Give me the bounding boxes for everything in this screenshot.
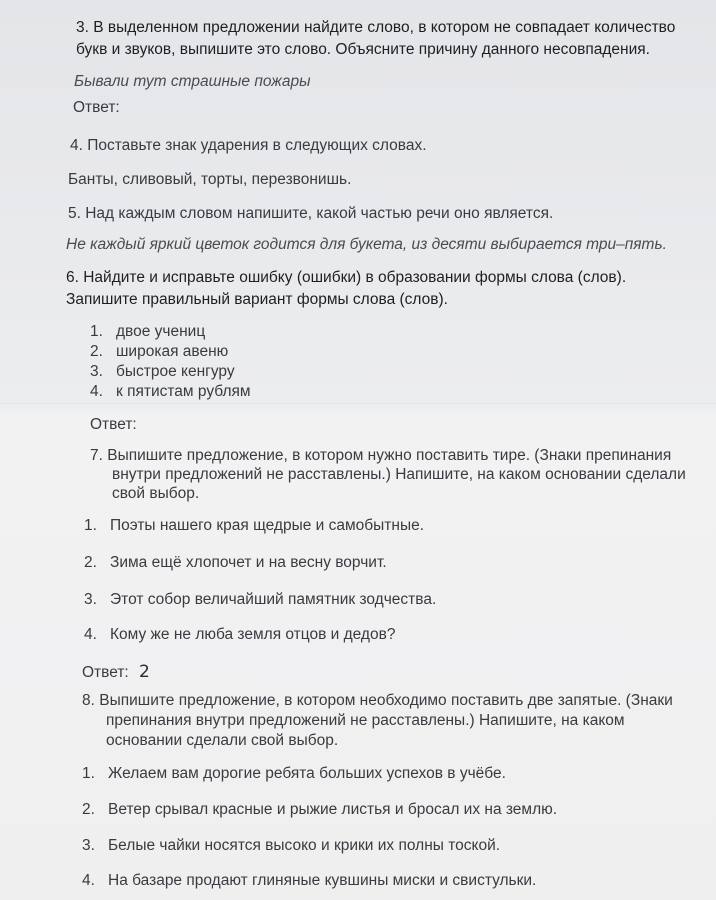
q8-prompt-line1: 8. Выпишите предложение, в котором необходимо поставить две запятые. (Знаки (82, 692, 673, 709)
list-text: Этот собор величайший памятник зодчества. (110, 591, 437, 608)
q3-prompt-line1: 3. В выделенном предложении найдите слово, в котором не совпадает количество (76, 19, 676, 36)
q6-list-item (90, 362, 235, 382)
q3-answer-label: Ответ: (73, 99, 120, 116)
q7-handwritten-answer: 2 (139, 662, 150, 682)
list-text: Поэты нашего края щедрые и самобытные. (110, 517, 425, 534)
list-number: 4. (82, 872, 95, 889)
list-text: Белые чайки носятся высоко и крики их полны тоской. (108, 837, 501, 854)
q6-list-item (90, 322, 205, 342)
q6-list-item (90, 342, 228, 362)
q8-prompt-line2: препинания внутри предложений не расставлены.) Напишите, на каком (106, 712, 625, 729)
list-text: Желаем вам дорогие ребята больших успехов в учёбе. (108, 765, 506, 782)
list-text: быстрое кенгуру (116, 363, 235, 380)
q3-sentence: Бывали тут страшные пожары (74, 73, 311, 90)
q7-prompt-line3: свой выбор. (112, 485, 200, 502)
q8-list-item (82, 871, 536, 891)
list-text: Ветер срывал красные и рыжие листья и бросал их на землю. (108, 801, 558, 818)
list-number: 1. (90, 323, 103, 340)
q8-list-item (82, 836, 500, 856)
list-text: двое учениц (116, 323, 206, 340)
q7-list-item (84, 553, 387, 573)
q8-list-item (82, 764, 506, 784)
q8-list-item (82, 800, 557, 820)
q5-prompt: 5. Над каждым словом напишите, какой частью речи оно является. (68, 205, 554, 222)
list-number: 3. (90, 363, 103, 380)
list-number: 2. (90, 343, 103, 360)
paper-fold-line (0, 403, 716, 405)
list-number: 2. (82, 801, 95, 818)
list-number: 4. (90, 383, 103, 400)
q6-prompt-line1: 6. Найдите и исправьте ошибку (ошибки) в образовании формы слова (слов). (66, 269, 627, 286)
list-text: На базаре продают глиняные кувшины миски и свистульки. (108, 872, 537, 889)
q7-answer-row (82, 662, 150, 683)
q7-list-item (84, 625, 395, 645)
q5-sentence: Не каждый яркий цветок годится для букета, из десяти выбирается три–пять. (66, 236, 667, 253)
q4-words: Банты, сливовый, торты, перезвонишь. (68, 171, 352, 188)
q8-prompt-line3: основании сделали свой выбор. (106, 732, 339, 749)
list-number: 1. (82, 765, 95, 782)
list-text: к пятистам рублям (116, 383, 251, 400)
list-number: 3. (82, 837, 95, 854)
list-text: широкая авеню (116, 343, 229, 360)
q6-prompt-line2: Запишите правильный вариант формы слова (слов). (66, 291, 448, 308)
q7-answer-label: Ответ: (82, 664, 129, 681)
list-number: 2. (84, 554, 97, 571)
q4-prompt: 4. Поставьте знак ударения в следующих словах. (70, 137, 427, 154)
q6-list-item (90, 382, 251, 402)
list-number: 3. (84, 591, 97, 608)
list-number: 1. (84, 517, 97, 534)
q3-prompt-line2: букв и звуков, выпишите это слово. Объясните причину данного несовпадения. (76, 41, 650, 58)
q7-prompt-line2: внутри предложений не расставлены.) Напишите, на каком основании сделали (112, 466, 686, 483)
list-text: Кому же не люба земля отцов и дедов? (110, 626, 396, 643)
list-number: 4. (84, 626, 97, 643)
q7-prompt-line1: 7. Выпишите предложение, в котором нужно поставить тире. (Знаки препинания (90, 447, 672, 464)
q6-answer-label: Ответ: (90, 416, 137, 433)
list-text: Зима ещё хлопочет и на весну ворчит. (110, 554, 387, 571)
q7-list-item (84, 516, 424, 536)
q7-list-item (84, 590, 436, 610)
